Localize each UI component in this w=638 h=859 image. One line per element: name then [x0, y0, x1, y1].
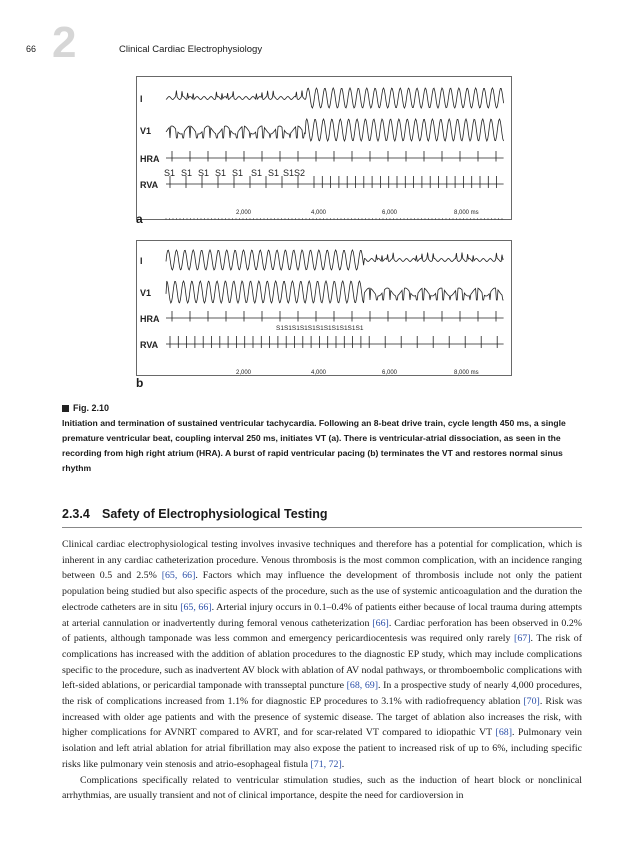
citation-link[interactable]: [68]: [495, 727, 512, 739]
lead-label-i: I: [140, 94, 143, 104]
page-header: [0, 0, 638, 67]
time-axis-label: 4,000: [311, 370, 327, 376]
citation-link[interactable]: [65, 66]: [161, 570, 196, 582]
section-heading: [62, 507, 582, 528]
body-text: [62, 537, 582, 804]
pacing-label-s2: S2: [294, 168, 306, 178]
figure-panel-a: [136, 76, 512, 225]
pacing-label-s1: S1: [251, 168, 263, 178]
lead-v1-trace: [166, 119, 504, 141]
panel-label-a: a: [136, 212, 143, 226]
section-title: Safety of Electrophysiological Testing: [102, 507, 328, 521]
paragraph-2: Complications specifically related to ventricular stimulation studies, such as the induction of heart block or nonclinical arrhythmias, are usually transient and not of clinical importance, despite the need for cardioversion in: [62, 774, 582, 802]
citation-link[interactable]: [68, 69]: [346, 680, 379, 692]
pacing-label-s1: S1: [232, 168, 244, 178]
time-axis-label: 8,000 ms: [454, 210, 479, 216]
figure-label-square-icon: [62, 405, 69, 412]
citation-link[interactable]: [70]: [523, 696, 540, 708]
time-axis-label: 2,000: [236, 370, 252, 376]
lead-label-rva: RVA: [140, 340, 159, 350]
lead-label-v1: V1: [140, 288, 152, 298]
citation-link[interactable]: [71, 72]: [310, 758, 342, 770]
pacing-label-s1: S1: [283, 168, 295, 178]
chapter-number: 2: [52, 18, 77, 67]
pacing-burst-label: S1S1S1S1S1S1S1S1S1S1S1: [276, 325, 364, 332]
lead-label-rva: RVA: [140, 180, 159, 190]
ecg-tracing-b: [136, 240, 512, 376]
page-number: 66: [26, 44, 37, 54]
figure-panel-b: [136, 240, 512, 381]
lead-label-hra: HRA: [140, 154, 160, 164]
pacing-label-s1: S1: [164, 168, 176, 178]
lead-label-v1: V1: [140, 126, 152, 136]
time-axis-label: 6,000: [382, 370, 398, 376]
pacing-label-s1: S1: [215, 168, 227, 178]
pacing-label-s1: S1: [181, 168, 193, 178]
time-axis-label: 8,000 ms: [454, 370, 479, 376]
section-number: 2.3.4: [62, 507, 90, 521]
lead-i-trace: [166, 250, 504, 270]
time-axis-label: 2,000: [236, 210, 252, 216]
pacing-label-s1: S1: [268, 168, 280, 178]
lead-i-trace: [166, 88, 504, 108]
pacing-label-s1: S1: [198, 168, 210, 178]
citation-link[interactable]: [66]: [372, 617, 389, 629]
ecg-tracing-a: [136, 76, 512, 220]
figure-caption: Initiation and termination of sustained ventricular tachycardia. Following an 8-beat drive train, cycle length 450 ms, a single premature ventricular beat, coupling interval 250 ms, initiates VT (a). There is ventricular-atrial dissociation, as seen in the recording from high right atrium (HRA). A burst of rapid ventricular pacing (b) terminates the VT and restores normal sinus rhythm: [62, 418, 566, 473]
panel-label-b: b: [136, 376, 144, 390]
figure-label-text: Fig. 2.10: [73, 403, 110, 413]
paragraph-1: Clinical cardiac electrophysiological testing involves invasive techniques and therefore has a potential for complication, which is inherent in any cardiac catheterization procedure. Venous thrombosis is the most common complication, with an incidence ranging between 0.5 and 2.5% [65, 66]. Factors which may influence the development of thrombosis include not only the patient population being studied but also specific aspects of the procedure, such as the use of systemic anticoagulation and the duration the electrode catheters are in situ [65, 66]. Arterial injury occurs in 0.1–0.4% of patients either because of local trauma during attempts at arterial cannulation or inadvertently during femoral venous catheterization [66]. Cardiac perforation has been observed in 0.2% of patients, although tamponade was less common and emergency pericardiocentesis was required only rarely [67]. The risk of complications has increased with the addition of ablation procedures to the diagnostic EP study, which may include complications specific to the procedure, such as inadvertent AV block with ablation of AV nodal pathways, or thromboembolic complications with left-sided ablations, or pericardial tamponade with transseptal puncture [68, 69]. In a prospective study of nearly 4,000 procedures, the risk of complications increased from 1.1% for diagnostic EP procedures to 3.1% with radiofrequency ablation [70]. Risk was increased with older age patients and with the presence of systemic disease. The target of ablation also increases the risk, with higher complications for AVNRT compared to AVRT, and for scar-related VT compared to idiopathic VT [68]. Pulmonary vein isolation and left atrial ablation for atrial fibrillation may also expose the patient to increased risk of up to 6%, including specific risks like pulmonary vein stenosis and atrio-esophageal fistula [71, 72].: [62, 539, 583, 770]
citation-link[interactable]: [67]: [514, 633, 531, 645]
time-axis-label: 4,000: [311, 210, 327, 216]
time-axis-label: 6,000: [382, 210, 398, 216]
lead-label-hra: HRA: [140, 314, 160, 324]
citation-link[interactable]: [65, 66]: [180, 601, 212, 613]
lead-v1-trace: [166, 281, 504, 303]
figure-label: [62, 403, 109, 413]
lead-label-i: I: [140, 256, 143, 266]
running-title: Clinical Cardiac Electrophysiology: [119, 44, 263, 55]
